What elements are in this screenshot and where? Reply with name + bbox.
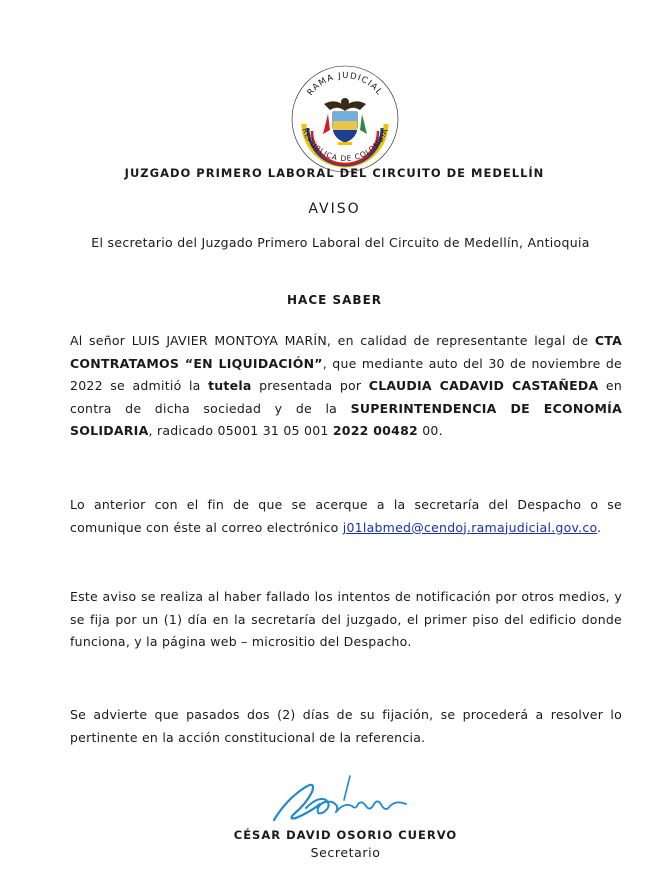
signer-role: Secretario [310,845,381,860]
notice-paragraph-1 [70,330,622,443]
text-run: 00. [417,423,443,439]
plaintiff-name: CLAUDIA CADAVID CASTAÑEDA [368,378,599,394]
text-run: en contra de dicha sociedad y de la [70,378,623,416]
notice-paragraph-4: Se advierte que pasados dos (2) días de su fijación, se procederá a resolver lo pertinente en la acción constitucional de la referencia. [70,707,622,745]
text-run: , que mediante auto del 30 de noviembre de 2022 se admitió la [70,355,622,394]
text-run: Al señor LUIS JAVIER MONTOYA MARÍN, en calidad de representante legal de [70,333,595,348]
email-link[interactable]: j01labmed@cendoj.ramajudicial.gov.co [342,519,598,535]
seal-bottom-text: REPÚBLICA DE COLOMBIA [300,126,390,164]
page-title: AVISO [308,201,361,217]
court-name: JUZGADO PRIMERO LABORAL DEL CIRCUITO DE MEDELLÍN [124,166,545,180]
superintendencia-name: SUPERINTENDENCIA DE ECONOMÍA SOLIDARIA [70,400,622,439]
text-run: . [597,519,602,535]
notice-paragraph-3: Este aviso se realiza al haber fallado los intentos de notificación por otros medios, y se fija por un (1) día en la secretaría del juzgado, el primer piso del edificio donde funciona, y la página web – micrositio del Despacho. [70,589,622,650]
signer-name: CÉSAR DAVID OSORIO CUERVO [233,828,458,842]
intro-text: El secretario del Juzgado Primero Laboral del Circuito de Medellín, Antioquia [91,235,590,250]
hace-saber-heading: HACE SABER [286,293,383,307]
tutela-term: tutela [208,378,252,394]
case-number: 2022 00482 [332,423,418,439]
text-run: Lo anterior con el fin de que se acerque a la secretaría del Despacho o se comunique con éste al correo electrónico [70,497,622,535]
text-run: presentada por [251,378,369,394]
rama-judicial-seal [290,64,400,174]
seal-top-text: RAMA JUDICIAL [305,70,385,98]
handwritten-signature [266,770,416,832]
notice-paragraph-2 [70,494,622,539]
text-run: , radicado 05001 31 05 001 [148,423,333,439]
company-name: CTA CONTRATAMOS “EN LIQUIDACIÓN” [70,333,622,371]
